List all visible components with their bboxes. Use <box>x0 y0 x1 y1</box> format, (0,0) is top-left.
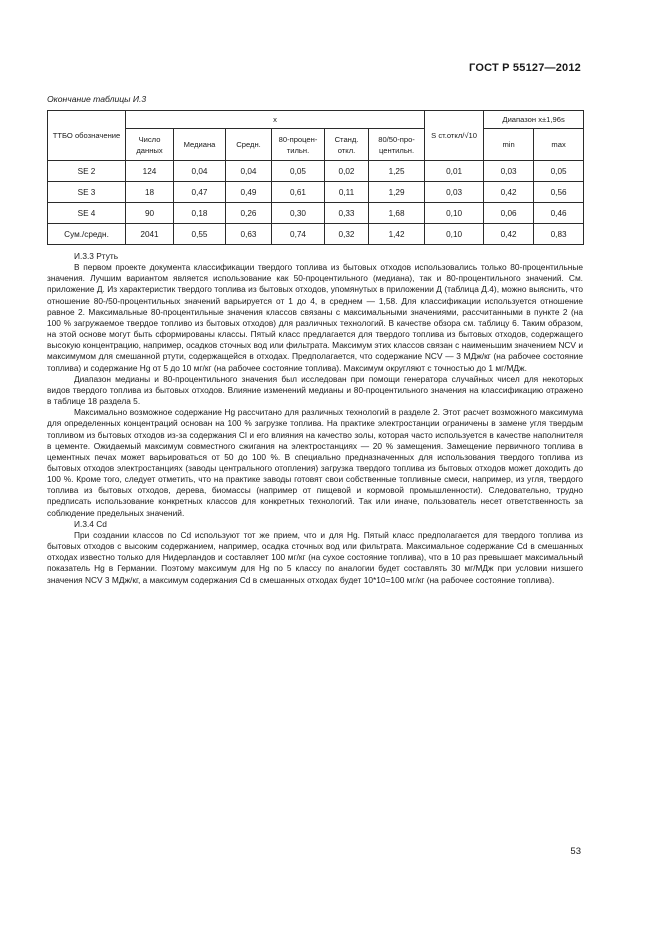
subheader-stdev: Станд. откл. <box>325 129 369 161</box>
table-cell: 1,29 <box>369 182 425 203</box>
header-ttbo: ТТБО обозначение <box>48 111 126 161</box>
document-standard-header: ГОСТ Р 55127—2012 <box>469 62 581 74</box>
table-cell: 1,68 <box>369 203 425 224</box>
table-cell: 1,25 <box>369 161 425 182</box>
table-cell: 2041 <box>126 224 174 245</box>
table-cell: 0,26 <box>226 203 272 224</box>
table-cell: 0,05 <box>272 161 325 182</box>
subheader-mean: Средн. <box>226 129 272 161</box>
paragraph: Максимально возможное содержание Hg рассчитано для различных технологий в разделе 2. Этот расчет возможного максимума для определенных концентраций основан на 100 % загрузке топлива. На практике электростанции ограничены в замене угля твердым топливом из бытовых отходов из-за содержания Cl и его влияния на качество золы, которая часто используется в качестве наполнителя в цементе. Ожидаемый максимум совместного сжигания на электростанциях — 20 % замещения. Замещение первичного топлива в цементных печах может варьироваться от 50 до 100 %. В специально предназначенных для использования твердого топлива из бытовых отходов электростанциях (заводы центрального отопления) загрузка твердого топлива из бытовых отходов может доходить до 100 %. Кроме того, следует отметить, что на практике заводы готовят свои собственные топливные смеси, например, из угля, твердого топлива из бытовых отходов, дерева, биомассы (например от пищевой и кормовой промышленности). Следовательно, трудно предписать использование конкретных классов для конкретных технологий. Так или иначе, пользователь несет ответственность за соблюдение предельных значений. <box>47 407 583 518</box>
table-cell: 0,33 <box>325 203 369 224</box>
page-number: 53 <box>570 846 581 857</box>
table-cell: 0,61 <box>272 182 325 203</box>
subheader-median: Медиана <box>174 129 226 161</box>
subheader-max: max <box>534 129 584 161</box>
section-heading-cadmium: И.3.4 Cd <box>74 518 107 529</box>
subheader-p80: 80-процен-тильн. <box>272 129 325 161</box>
table-row <box>48 161 584 182</box>
table-cell: 0,02 <box>325 161 369 182</box>
table-caption: Окончание таблицы И.3 <box>47 94 147 104</box>
table-cell: SE 4 <box>48 203 126 224</box>
table-cell: 0,03 <box>425 182 484 203</box>
table-body <box>48 161 584 245</box>
table-cell: 0,10 <box>425 224 484 245</box>
paragraph: Диапазон медианы и 80-процентильного значения был исследован при помощи генератора случайных чисел для некоторых видов твердого топлива из бытовых отходов. Влияние изменений медианы и 80-процентильного значения на классификацию отражено в таблице 18 раздела 5. <box>47 373 583 407</box>
table-cell: 0,05 <box>534 161 584 182</box>
table-cell: SE 3 <box>48 182 126 203</box>
subheader-count: Число данных <box>126 129 174 161</box>
header-s: S ст.откл/√10 <box>425 111 484 161</box>
table-cell: 0,63 <box>226 224 272 245</box>
body-text <box>47 251 583 586</box>
table-cell: 0,83 <box>534 224 584 245</box>
section-heading-mercury: И.3.3 Ртуть <box>74 251 119 261</box>
table-cell: 0,01 <box>425 161 484 182</box>
data-table <box>47 110 584 245</box>
table-cell: Сум./средн. <box>48 224 126 245</box>
table-cell: 0,10 <box>425 203 484 224</box>
table-cell: 0,04 <box>174 161 226 182</box>
table-row <box>48 203 584 224</box>
table-cell: 18 <box>126 182 174 203</box>
table-cell: 0,47 <box>174 182 226 203</box>
table-cell: 0,46 <box>534 203 584 224</box>
table-cell: 0,11 <box>325 182 369 203</box>
paragraph: При создании классов по Cd используют тот же прием, что и для Hg. Пятый класс предполагается для твердого топлива из бытовых отходов с высоким содержанием, например, осадка сточных вод или фильтрата. Максимальное содержание Cd в смешанных отходах известно только для Нидерландов и составляет 100 мг/кг (на сухое состояние топлива), что в 10 раз превышает максимальный показатель Hg в Германии. Поэтому максимум для Hg по 5 классу по аналогии будет составлять 30 мг/МДж при условии низшего значения NCV 3 МДж/кг, а максимум содержания Cd в смешанных отходах будет 10*10=100 мг/кг (на рабочее состояние топлива). <box>47 529 583 585</box>
table-cell: 0,74 <box>272 224 325 245</box>
table-cell: 0,04 <box>226 161 272 182</box>
table-row <box>48 224 584 245</box>
table-cell: 0,18 <box>174 203 226 224</box>
table-cell: 0,56 <box>534 182 584 203</box>
table-cell: 0,55 <box>174 224 226 245</box>
table-cell: 0,42 <box>484 224 534 245</box>
table-cell: 1,42 <box>369 224 425 245</box>
table-cell: SE 2 <box>48 161 126 182</box>
header-x: x <box>126 111 425 129</box>
subheader-min: min <box>484 129 534 161</box>
table-row <box>48 182 584 203</box>
table-cell: 0,42 <box>484 182 534 203</box>
table-cell: 0,06 <box>484 203 534 224</box>
table-cell: 0,03 <box>484 161 534 182</box>
paragraph: В первом проекте документа классификации твердого топлива из бытовых отходов использовались только 80-процентильные значения. Лучшим вариантом является использование как 50-процентильного (медиана), так и 80-процентильного значений. См. приложение Д. Из характеристик твердого топлива из бытовых отходов, упомянутых в приложении Д (таблица Д.4), можно выяснить, что отношение 80-/50-процентильных значений варьируется от 1 до 4, в среднем — 1,58. Для классификации используется отношение равное 2. Максимальные 80-процентильные значения классов связаны с максимальными значениями, рассчитанными в пункте 2 (на 100 % загружаемое твердое топливо из бытовых отходов) для различных технологий. В качестве обзора см. таблицу 6. Таким образом, на этой основе могут быть сформированы классы. Пятый класс предлагается для твердого топлива из бытовых отходов, содержащего высокую концентрацию, например, осадков сточных вод или фильтрата. Максимум этих классов связан с наименьшим значением NCV и максимумом для смешанной ртути, содержащейся в отходах. Предполагается, что содержание NCV — 3 МДж/кг (на рабочее состояние топлива) и содержание Hg от 5 до 10 мг/кг (на рабочее состояние топлива). Максимум округляют с точностью до 1 мг/МДж. <box>47 262 583 373</box>
table-cell: 90 <box>126 203 174 224</box>
subheader-ratio: 80/50-про-центильн. <box>369 129 425 161</box>
table-cell: 0,49 <box>226 182 272 203</box>
table-cell: 124 <box>126 161 174 182</box>
header-range: Диапазон x±1,96s <box>484 111 584 129</box>
table-cell: 0,32 <box>325 224 369 245</box>
table-cell: 0,30 <box>272 203 325 224</box>
